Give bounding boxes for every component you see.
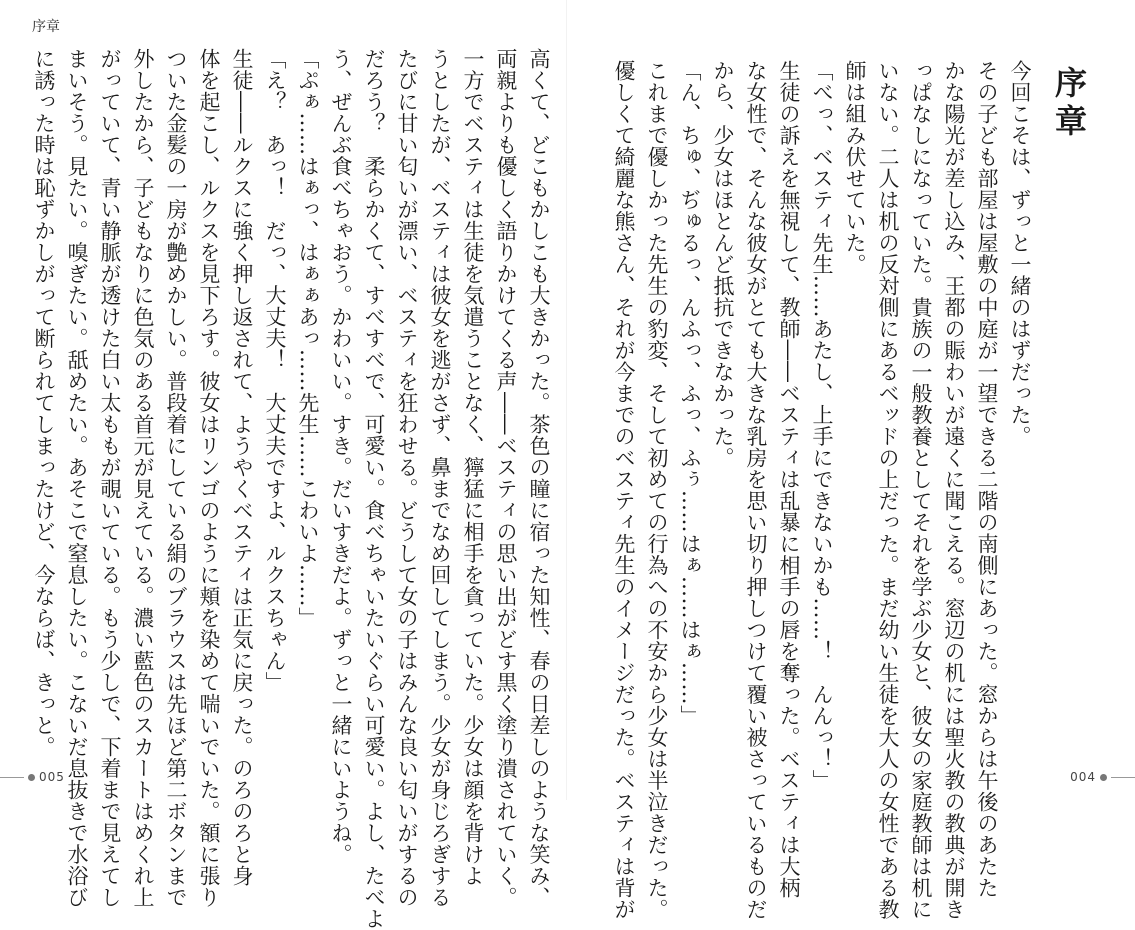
text-line: 高くて、どこもかしこも大きかった。茶色の瞳に宿った知性、春の日差しのような笑み、 [527,48,551,908]
text-line: から、少女はほとんど抵抗できなかった。 [711,60,735,469]
text-line: 今回こそは、ずっと一緒のはずだった。 [1008,60,1032,447]
page-number-left [0,770,140,784]
text-line: これまで優しかった先生の豹変、そして初めての行為への不安から少女は半泣きだった。 [645,60,669,920]
text-line: な女性で、そんな彼女がとても大きな乳房を思い切り押しつけて覆い被さっているものだ [744,60,768,920]
folio-dot [28,774,35,781]
text-line: まいそう。見たい。嗅ぎたい。舐めたい。あそこで窒息したい。こないだ息抜きで水浴び [65,48,89,908]
running-head: 序章 [32,19,60,35]
text-line: だろう？ 柔らかくて、すべすべで、可愛い。食べちゃいたいぐらい可愛い。よし、たべよ [362,48,386,930]
text-line: いない。二人は机の反対側にあるベッドの上だった。まだ幼い生徒を大人の女性である教 [876,60,900,920]
folio-rule [1111,777,1135,778]
text-line: かな陽光が差し込み、王都の賑わいが遠くに聞こえる。窓辺の机には聖火教の教典が開き [942,60,966,920]
left-page [0,0,567,930]
text-line: っぱなしになっていた。貴族の一般教養としてそれを学ぶ少女と、彼女の家庭教師は机に [909,60,933,920]
text-line: ついた金髪の一房が艶めかしい。普段着にしている絹のブラウスは先ほど第二ボタンまで [164,48,188,908]
text-line: 外したから、子どもなりに色気のある首元が見えている。濃い藍色のスカートはめくれ上 [131,48,155,908]
text-line: 両親よりも優しく語りかけてくる声――ベスティの思い出がどす黒く塗り潰されていく。 [494,48,518,908]
folio-rule [0,777,24,778]
text-line: たびに甘い匂いが漂い、ベスティを狂わせる。どうして女の子はみんな良い匂いがするの [395,48,419,908]
text-line: 生徒の訴えを無視して、教師――ベスティは乱暴に相手の唇を奪った。ベスティは大柄 [777,60,801,899]
text-line: う、ぜんぶ食べちゃおう。かわいい。すき。だいすきだよ。ずっと一緒にいようね。 [329,48,353,865]
text-line: 生徒――ルクスに強く押し返されて、ようやくベスティは正気に戻った。のろのろと身 [230,48,254,887]
folio-number: 005 [39,770,65,784]
right-page [567,0,1135,920]
text-line: 師は組み伏せていた。 [843,60,867,275]
folio-dot [1100,774,1107,781]
text-line: 優しくて綺麗な熊さん、それが今までのベスティ先生のイメージだった。ベスティは背が [612,60,636,920]
text-line: 「ん、ちゅ、ぢゅるっ、んふっ、ふっ、ふぅ……はぁ……はぁ……」 [678,60,702,727]
text-line: 「ぷぁ……はぁっ、はぁぁあっ……先生……こわいよ……」 [296,48,320,629]
text-line: 一方でベスティは生徒を気遣うことなく、獰猛に相手を貪っていた。少女は顔を背けよ [461,48,485,887]
text-line: に誘った時は恥ずかしがって断られてしまったけど、今ならば、きっと。 [32,48,56,758]
text-line: 「べっ、ベスティ先生……あたし、上手にできないかも……！ んんっ！」 [810,60,834,791]
text-line: うとしたが、ベスティは彼女を逃がさず、鼻までなめ回してしまう。少女が身じろぎする [428,48,452,908]
page-number-right [995,770,1135,784]
text-line: がっていて、青い静脈が透けた白い太ももが覗いている。もう少しで、下着まで見えてし [98,48,122,908]
folio-number: 004 [1070,770,1096,784]
chapter-title: 序章 [1050,66,1088,142]
text-line: 体を起こし、ルクスを見下ろす。彼女はリンゴのように頬を染めて喘いでいた。額に張り [197,48,221,908]
text-line: 「え？ あっ！ だっ、大丈夫！ 大丈夫ですよ、ルクスちゃん」 [263,48,287,693]
text-line: その子ども部屋は屋敷の中庭が一望できる二階の南側にあった。窓からは午後のあたた [975,60,999,899]
